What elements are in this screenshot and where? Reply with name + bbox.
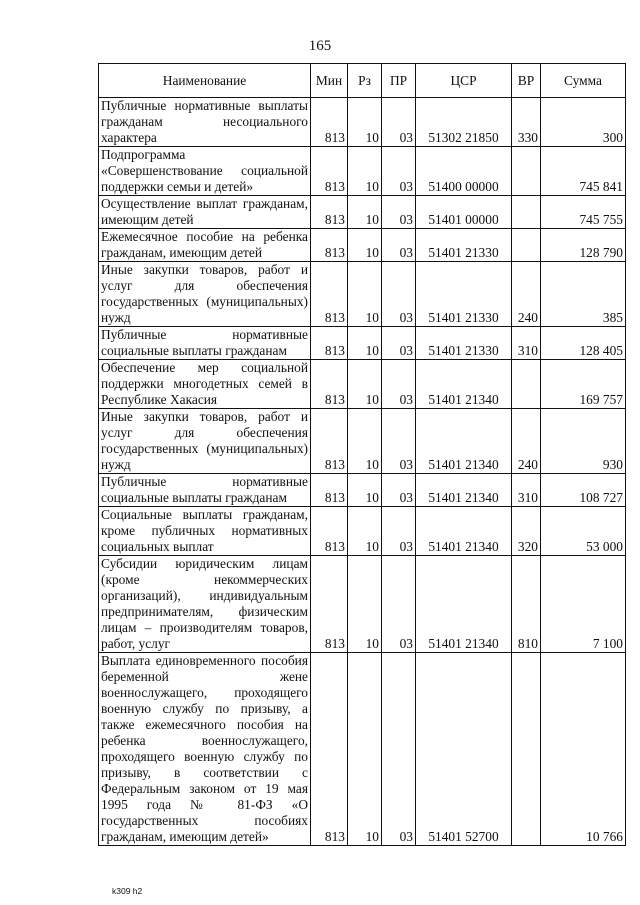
cell-name: Публичные нормативные социальные выплаты гражданам (99, 327, 311, 360)
table-body (99, 98, 626, 846)
cell-sum: 385 (541, 262, 626, 327)
cell-vr: 240 (512, 409, 541, 474)
cell-name: Субсидии юридическим лицам (кроме некоммерческих организаций), индивидуальным предпринимателям, физическим лицам – производителям товаров, работ, услуг (99, 556, 311, 653)
header-vr: ВР (512, 64, 541, 98)
table-row (99, 196, 626, 229)
cell-rz: 10 (348, 196, 382, 229)
cell-csr: 51401 21330 (416, 229, 512, 262)
cell-rz: 10 (348, 507, 382, 556)
cell-min: 813 (311, 360, 348, 409)
cell-csr: 51400 00000 (416, 147, 512, 196)
cell-sum: 745 755 (541, 196, 626, 229)
header-min: Мин (311, 64, 348, 98)
cell-vr (512, 360, 541, 409)
cell-sum: 7 100 (541, 556, 626, 653)
cell-csr: 51401 21330 (416, 262, 512, 327)
cell-min: 813 (311, 262, 348, 327)
cell-vr (512, 653, 541, 846)
table-row (99, 474, 626, 507)
table-row (99, 98, 626, 147)
cell-min: 813 (311, 409, 348, 474)
cell-sum: 128 405 (541, 327, 626, 360)
cell-pr: 03 (382, 229, 416, 262)
cell-sum: 169 757 (541, 360, 626, 409)
cell-name: Публичные нормативные выплаты гражданам несоциального характера (99, 98, 311, 147)
cell-min: 813 (311, 556, 348, 653)
table-row (99, 147, 626, 196)
cell-name: Публичные нормативные социальные выплаты гражданам (99, 474, 311, 507)
cell-min: 813 (311, 474, 348, 507)
table-row (99, 262, 626, 327)
page-number: 165 (308, 38, 332, 54)
cell-csr: 51401 21340 (416, 409, 512, 474)
cell-pr: 03 (382, 262, 416, 327)
cell-csr: 51401 00000 (416, 196, 512, 229)
cell-rz: 10 (348, 474, 382, 507)
header-name: Наименование (99, 64, 311, 98)
cell-pr: 03 (382, 360, 416, 409)
cell-rz: 10 (348, 229, 382, 262)
cell-name: Социальные выплаты гражданам, кроме публичных нормативных социальных выплат (99, 507, 311, 556)
cell-pr: 03 (382, 507, 416, 556)
cell-sum: 10 766 (541, 653, 626, 846)
cell-name: Обеспечение мер социальной поддержки многодетных семей в Республике Хакасия (99, 360, 311, 409)
cell-vr: 330 (512, 98, 541, 147)
cell-min: 813 (311, 507, 348, 556)
cell-rz: 10 (348, 262, 382, 327)
cell-min: 813 (311, 147, 348, 196)
cell-csr: 51401 21330 (416, 327, 512, 360)
header-csr: ЦСР (416, 64, 512, 98)
cell-rz: 10 (348, 409, 382, 474)
table-row (99, 327, 626, 360)
cell-rz: 10 (348, 360, 382, 409)
cell-vr: 320 (512, 507, 541, 556)
cell-csr: 51401 21340 (416, 474, 512, 507)
header-pr: ПР (382, 64, 416, 98)
cell-name: Выплата единовременного пособия беременной жене военнослужащего, проходящего военную службу по призыву, а также ежемесячного пособия на ребенка военнослужащего, проходящего военную службу по призыву, в соответствии с Федеральным законом от 19 мая 1995 года № 81-ФЗ «О государственных пособиях гражданам, имеющим детей» (99, 653, 311, 846)
cell-vr (512, 147, 541, 196)
cell-vr: 810 (512, 556, 541, 653)
cell-sum: 930 (541, 409, 626, 474)
cell-sum: 300 (541, 98, 626, 147)
cell-min: 813 (311, 653, 348, 846)
cell-rz: 10 (348, 327, 382, 360)
table-row (99, 653, 626, 846)
cell-rz: 10 (348, 147, 382, 196)
cell-vr: 310 (512, 327, 541, 360)
cell-sum: 108 727 (541, 474, 626, 507)
cell-pr: 03 (382, 147, 416, 196)
cell-sum: 745 841 (541, 147, 626, 196)
table-row (99, 360, 626, 409)
cell-pr: 03 (382, 196, 416, 229)
cell-rz: 10 (348, 98, 382, 147)
table-header-row (99, 64, 626, 98)
cell-vr: 240 (512, 262, 541, 327)
cell-rz: 10 (348, 653, 382, 846)
cell-pr: 03 (382, 327, 416, 360)
table-row (99, 507, 626, 556)
cell-csr: 51401 21340 (416, 360, 512, 409)
cell-csr: 51401 52700 (416, 653, 512, 846)
cell-rz: 10 (348, 556, 382, 653)
cell-pr: 03 (382, 474, 416, 507)
table-row (99, 409, 626, 474)
cell-name: Подпрограмма «Совершенствование социальной поддержки семьи и детей» (99, 147, 311, 196)
cell-name: Ежемесячное пособие на ребенка гражданам, имеющим детей (99, 229, 311, 262)
cell-csr: 51401 21340 (416, 556, 512, 653)
cell-vr (512, 196, 541, 229)
cell-pr: 03 (382, 98, 416, 147)
cell-name: Иные закупки товаров, работ и услуг для обеспечения государственных (муниципальных) нужд (99, 409, 311, 474)
cell-min: 813 (311, 229, 348, 262)
budget-table (98, 63, 626, 846)
header-rz: Рз (348, 64, 382, 98)
cell-pr: 03 (382, 653, 416, 846)
cell-vr (512, 229, 541, 262)
table-row (99, 556, 626, 653)
cell-min: 813 (311, 196, 348, 229)
table-row (99, 229, 626, 262)
cell-csr: 51302 21850 (416, 98, 512, 147)
cell-csr: 51401 21340 (416, 507, 512, 556)
cell-sum: 128 790 (541, 229, 626, 262)
header-sum: Сумма (541, 64, 626, 98)
cell-pr: 03 (382, 409, 416, 474)
cell-name: Осуществление выплат гражданам, имеющим детей (99, 196, 311, 229)
cell-min: 813 (311, 327, 348, 360)
cell-pr: 03 (382, 556, 416, 653)
cell-sum: 53 000 (541, 507, 626, 556)
footer-code: k309 h2 (112, 886, 143, 896)
cell-name: Иные закупки товаров, работ и услуг для обеспечения государственных (муниципальных) нужд (99, 262, 311, 327)
cell-vr: 310 (512, 474, 541, 507)
cell-min: 813 (311, 98, 348, 147)
